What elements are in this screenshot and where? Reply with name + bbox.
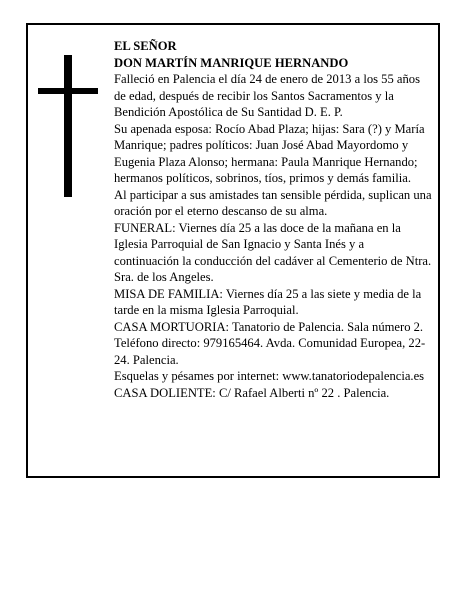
cross-horizontal-bar xyxy=(38,88,98,94)
family-home-address: CASA DOLIENTE: C/ Rafael Alberti nº 22 . Palencia. xyxy=(114,385,390,400)
deceased-name: DON MARTÍN MANRIQUE HERNANDO xyxy=(114,55,349,70)
internet-condolences: Esquelas y pésames por internet: www.tanatoriodepalencia.es xyxy=(114,369,425,383)
notice-text xyxy=(114,38,432,401)
family-mass-info: MISA DE FAMILIA: Viernes día 25 a las siete y media de la tarde en la misma Iglesia Parroquial. xyxy=(114,286,422,317)
prayer-request: Al participar a sus amistades tan sensible pérdida, suplican una oración por el eterno descanso de su alma. xyxy=(114,187,432,218)
funeral-home-info: CASA MORTUORIA: Tanatorio de Palencia. Sala número 2. Teléfono directo: 979165464. Avda. Comunidad Europea, 22-24. Palencia. xyxy=(114,319,426,367)
obituary-notice xyxy=(26,23,440,478)
cross-icon xyxy=(38,55,98,197)
title-line-1: EL SEÑOR xyxy=(114,39,177,53)
death-announcement: Falleció en Palencia el día 24 de enero de 2013 a los 55 años de edad, después de recibir los Santos Sacramentos y la Bendición Apostólica de Su Santidad D. E. P. xyxy=(114,72,421,119)
family-list: Su apenada esposa: Rocío Abad Plaza; hijas: Sara (?) y María Manrique; padres políticos: Juan José Abad Mayordomo y Eugenia Plaza Alonso; hermana: Paula Manrique Hernando; hermanos políticos, sobrinos, tíos, primos y demás familia. xyxy=(114,121,425,185)
funeral-info: FUNERAL: Viernes día 25 a las doce de la mañana en la Iglesia Parroquial de San Ignacio y Santa Inés y a continuación la conducción del cadáver al Cementerio de Ntra. Sra. de los Angeles. xyxy=(114,220,432,284)
cross-vertical-bar xyxy=(64,55,72,197)
